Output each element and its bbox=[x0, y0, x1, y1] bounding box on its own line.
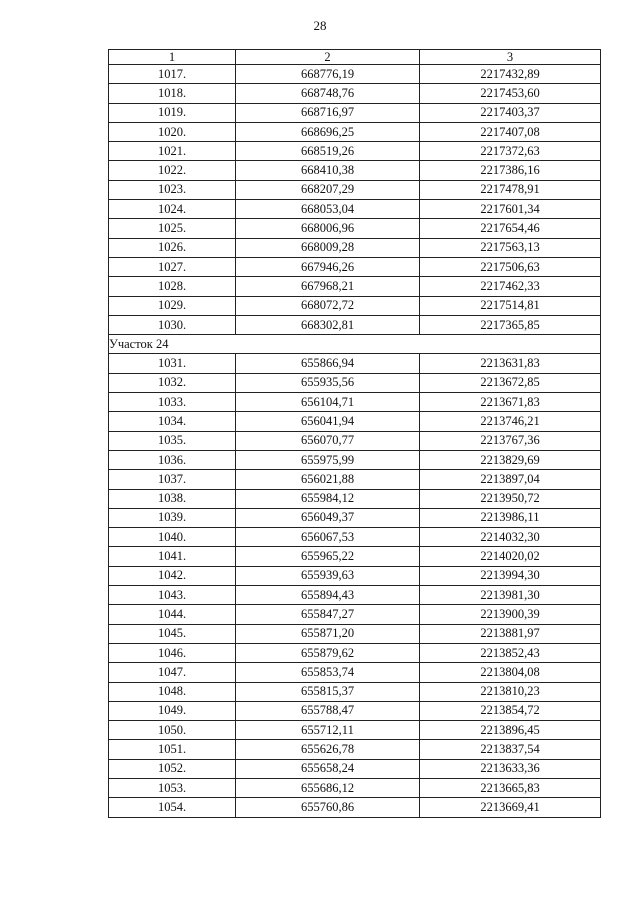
point-number-cell: 1019. bbox=[109, 103, 236, 122]
x-coordinate-cell: 655866,94 bbox=[236, 354, 420, 373]
table-row bbox=[109, 277, 601, 296]
y-coordinate-cell: 2213746,21 bbox=[420, 412, 601, 431]
table-row bbox=[109, 315, 601, 334]
table-row bbox=[109, 412, 601, 431]
y-coordinate-cell: 2213981,30 bbox=[420, 586, 601, 605]
y-coordinate-cell: 2213837,54 bbox=[420, 740, 601, 759]
y-coordinate-cell: 2214032,30 bbox=[420, 528, 601, 547]
y-coordinate-cell: 2213672,85 bbox=[420, 373, 601, 392]
x-coordinate-cell: 655686,12 bbox=[236, 778, 420, 797]
table-row bbox=[109, 566, 601, 585]
column-header-1: 1 bbox=[109, 50, 236, 65]
table-row bbox=[109, 393, 601, 412]
point-number-cell: 1043. bbox=[109, 586, 236, 605]
table-row bbox=[109, 547, 601, 566]
table-row bbox=[109, 605, 601, 624]
y-coordinate-cell: 2213633,36 bbox=[420, 759, 601, 778]
table-header bbox=[109, 50, 601, 65]
point-number-cell: 1053. bbox=[109, 778, 236, 797]
x-coordinate-cell: 656021,88 bbox=[236, 470, 420, 489]
y-coordinate-cell: 2213665,83 bbox=[420, 778, 601, 797]
table-row bbox=[109, 431, 601, 450]
page-number: 28 bbox=[313, 18, 327, 33]
y-coordinate-cell: 2213767,36 bbox=[420, 431, 601, 450]
table-row bbox=[109, 586, 601, 605]
x-coordinate-cell: 668207,29 bbox=[236, 180, 420, 199]
table-row bbox=[109, 238, 601, 257]
point-number-cell: 1038. bbox=[109, 489, 236, 508]
section-label: Участок 24 bbox=[109, 335, 601, 354]
y-coordinate-cell: 2217386,16 bbox=[420, 161, 601, 180]
column-header-3: 3 bbox=[420, 50, 601, 65]
point-number-cell: 1051. bbox=[109, 740, 236, 759]
y-coordinate-cell: 2213994,30 bbox=[420, 566, 601, 585]
y-coordinate-cell: 2213986,11 bbox=[420, 508, 601, 527]
x-coordinate-cell: 667946,26 bbox=[236, 257, 420, 276]
x-coordinate-cell: 655939,63 bbox=[236, 566, 420, 585]
y-coordinate-cell: 2217654,46 bbox=[420, 219, 601, 238]
x-coordinate-cell: 656070,77 bbox=[236, 431, 420, 450]
point-number-cell: 1035. bbox=[109, 431, 236, 450]
header-row bbox=[109, 50, 601, 65]
table-row bbox=[109, 470, 601, 489]
x-coordinate-cell: 655847,27 bbox=[236, 605, 420, 624]
column-header-2: 2 bbox=[236, 50, 420, 65]
point-number-cell: 1041. bbox=[109, 547, 236, 566]
x-coordinate-cell: 668776,19 bbox=[236, 65, 420, 84]
x-coordinate-cell: 656067,53 bbox=[236, 528, 420, 547]
point-number-cell: 1028. bbox=[109, 277, 236, 296]
x-coordinate-cell: 655760,86 bbox=[236, 798, 420, 817]
y-coordinate-cell: 2213852,43 bbox=[420, 643, 601, 662]
x-coordinate-cell: 656049,37 bbox=[236, 508, 420, 527]
table-row bbox=[109, 65, 601, 84]
point-number-cell: 1020. bbox=[109, 122, 236, 141]
point-number-cell: 1048. bbox=[109, 682, 236, 701]
y-coordinate-cell: 2213631,83 bbox=[420, 354, 601, 373]
y-coordinate-cell: 2213896,45 bbox=[420, 721, 601, 740]
y-coordinate-cell: 2217514,81 bbox=[420, 296, 601, 315]
table-row bbox=[109, 778, 601, 797]
table-row bbox=[109, 701, 601, 720]
table-row bbox=[109, 528, 601, 547]
y-coordinate-cell: 2217601,34 bbox=[420, 200, 601, 219]
x-coordinate-cell: 655984,12 bbox=[236, 489, 420, 508]
point-number-cell: 1032. bbox=[109, 373, 236, 392]
point-number-cell: 1036. bbox=[109, 450, 236, 469]
point-number-cell: 1023. bbox=[109, 180, 236, 199]
table-row bbox=[109, 257, 601, 276]
y-coordinate-cell: 2213669,41 bbox=[420, 798, 601, 817]
table-row bbox=[109, 663, 601, 682]
point-number-cell: 1042. bbox=[109, 566, 236, 585]
point-number-cell: 1026. bbox=[109, 238, 236, 257]
x-coordinate-cell: 668519,26 bbox=[236, 142, 420, 161]
point-number-cell: 1046. bbox=[109, 643, 236, 662]
point-number-cell: 1052. bbox=[109, 759, 236, 778]
y-coordinate-cell: 2217432,89 bbox=[420, 65, 601, 84]
x-coordinate-cell: 655965,22 bbox=[236, 547, 420, 566]
point-number-cell: 1018. bbox=[109, 84, 236, 103]
point-number-cell: 1034. bbox=[109, 412, 236, 431]
point-number-cell: 1029. bbox=[109, 296, 236, 315]
table-row bbox=[109, 450, 601, 469]
y-coordinate-cell: 2213671,83 bbox=[420, 393, 601, 412]
point-number-cell: 1031. bbox=[109, 354, 236, 373]
point-number-cell: 1050. bbox=[109, 721, 236, 740]
x-coordinate-cell: 668072,72 bbox=[236, 296, 420, 315]
x-coordinate-cell: 668006,96 bbox=[236, 219, 420, 238]
x-coordinate-cell: 655658,24 bbox=[236, 759, 420, 778]
table-row bbox=[109, 682, 601, 701]
x-coordinate-cell: 655626,78 bbox=[236, 740, 420, 759]
y-coordinate-cell: 2213810,23 bbox=[420, 682, 601, 701]
point-number-cell: 1033. bbox=[109, 393, 236, 412]
point-number-cell: 1021. bbox=[109, 142, 236, 161]
x-coordinate-cell: 668696,25 bbox=[236, 122, 420, 141]
y-coordinate-cell: 2213854,72 bbox=[420, 701, 601, 720]
table-row bbox=[109, 740, 601, 759]
y-coordinate-cell: 2217403,37 bbox=[420, 103, 601, 122]
point-number-cell: 1027. bbox=[109, 257, 236, 276]
section-row bbox=[109, 335, 601, 354]
x-coordinate-cell: 668009,28 bbox=[236, 238, 420, 257]
table-row bbox=[109, 489, 601, 508]
x-coordinate-cell: 655853,74 bbox=[236, 663, 420, 682]
y-coordinate-cell: 2217365,85 bbox=[420, 315, 601, 334]
point-number-cell: 1024. bbox=[109, 200, 236, 219]
x-coordinate-cell: 655815,37 bbox=[236, 682, 420, 701]
table-row bbox=[109, 643, 601, 662]
x-coordinate-cell: 655879,62 bbox=[236, 643, 420, 662]
table-row bbox=[109, 721, 601, 740]
x-coordinate-cell: 655935,56 bbox=[236, 373, 420, 392]
x-coordinate-cell: 656104,71 bbox=[236, 393, 420, 412]
table-row bbox=[109, 759, 601, 778]
point-number-cell: 1039. bbox=[109, 508, 236, 527]
x-coordinate-cell: 655788,47 bbox=[236, 701, 420, 720]
x-coordinate-cell: 668410,38 bbox=[236, 161, 420, 180]
table-row bbox=[109, 354, 601, 373]
y-coordinate-cell: 2217372,63 bbox=[420, 142, 601, 161]
table-row bbox=[109, 122, 601, 141]
y-coordinate-cell: 2213900,39 bbox=[420, 605, 601, 624]
point-number-cell: 1047. bbox=[109, 663, 236, 682]
point-number-cell: 1044. bbox=[109, 605, 236, 624]
x-coordinate-cell: 668302,81 bbox=[236, 315, 420, 334]
coordinates-table bbox=[108, 49, 601, 818]
y-coordinate-cell: 2213897,04 bbox=[420, 470, 601, 489]
point-number-cell: 1037. bbox=[109, 470, 236, 489]
table-row bbox=[109, 142, 601, 161]
y-coordinate-cell: 2217462,33 bbox=[420, 277, 601, 296]
x-coordinate-cell: 668053,04 bbox=[236, 200, 420, 219]
table-row bbox=[109, 373, 601, 392]
table-body bbox=[109, 65, 601, 818]
table-row bbox=[109, 84, 601, 103]
x-coordinate-cell: 655871,20 bbox=[236, 624, 420, 643]
table-row bbox=[109, 161, 601, 180]
x-coordinate-cell: 668716,97 bbox=[236, 103, 420, 122]
point-number-cell: 1022. bbox=[109, 161, 236, 180]
table-row bbox=[109, 508, 601, 527]
table-row bbox=[109, 103, 601, 122]
table-row bbox=[109, 798, 601, 817]
x-coordinate-cell: 668748,76 bbox=[236, 84, 420, 103]
y-coordinate-cell: 2214020,02 bbox=[420, 547, 601, 566]
table-row bbox=[109, 296, 601, 315]
point-number-cell: 1025. bbox=[109, 219, 236, 238]
y-coordinate-cell: 2217506,63 bbox=[420, 257, 601, 276]
point-number-cell: 1049. bbox=[109, 701, 236, 720]
x-coordinate-cell: 667968,21 bbox=[236, 277, 420, 296]
table-row bbox=[109, 180, 601, 199]
y-coordinate-cell: 2217478,91 bbox=[420, 180, 601, 199]
y-coordinate-cell: 2213881,97 bbox=[420, 624, 601, 643]
x-coordinate-cell: 655894,43 bbox=[236, 586, 420, 605]
point-number-cell: 1040. bbox=[109, 528, 236, 547]
point-number-cell: 1054. bbox=[109, 798, 236, 817]
point-number-cell: 1017. bbox=[109, 65, 236, 84]
point-number-cell: 1045. bbox=[109, 624, 236, 643]
y-coordinate-cell: 2213804,08 bbox=[420, 663, 601, 682]
y-coordinate-cell: 2213950,72 bbox=[420, 489, 601, 508]
table-row bbox=[109, 624, 601, 643]
x-coordinate-cell: 655712,11 bbox=[236, 721, 420, 740]
y-coordinate-cell: 2217453,60 bbox=[420, 84, 601, 103]
y-coordinate-cell: 2217407,08 bbox=[420, 122, 601, 141]
point-number-cell: 1030. bbox=[109, 315, 236, 334]
x-coordinate-cell: 655975,99 bbox=[236, 450, 420, 469]
x-coordinate-cell: 656041,94 bbox=[236, 412, 420, 431]
y-coordinate-cell: 2213829,69 bbox=[420, 450, 601, 469]
table-row bbox=[109, 219, 601, 238]
table-row bbox=[109, 200, 601, 219]
y-coordinate-cell: 2217563,13 bbox=[420, 238, 601, 257]
